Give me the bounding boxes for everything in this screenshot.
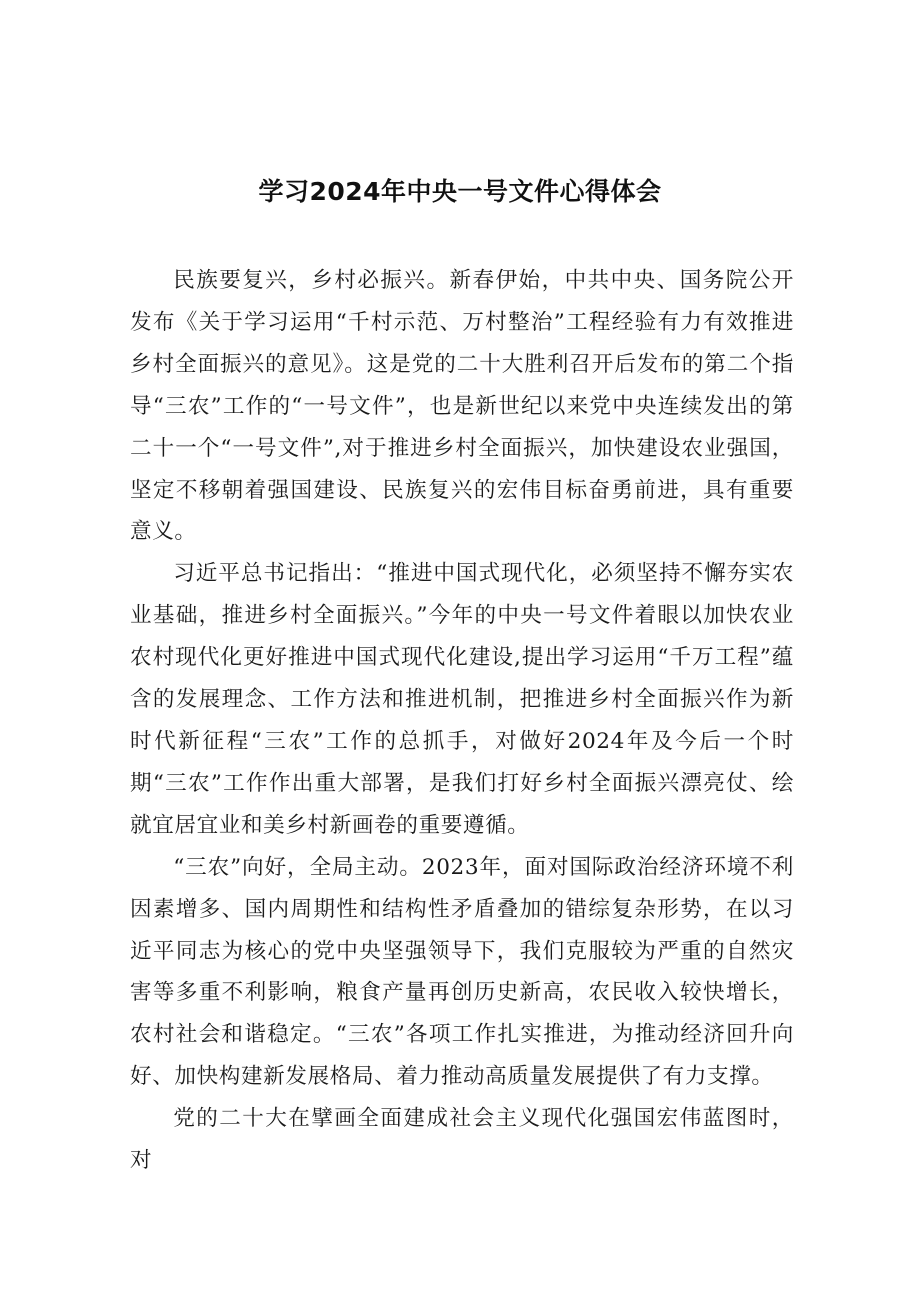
paragraph-4: 党的二十大在擘画全面建成社会主义现代化强国宏伟蓝图时，对 <box>130 1106 794 1174</box>
paragraph-3: “三农”向好，全局主动。2023年，面对国际政治经济环境不利因素增多、国内周期性和结构性矛盾叠加的错综复杂形势，在以习近平同志为核心的党中央坚强领导下，我们克服较为严重的自然灾害等多重不利影响，粮食产量再创历史新高，农民收入较快增长，农村社会和谐稳定。“三农”各项工作扎实推进，为推动经济回升向好、加快构建新发展格局、着力推动高质量发展提供了有力支撑。 <box>130 854 794 1090</box>
paragraph-1: 民族要复兴，乡村必振兴。新春伊始，中共中央、国务院公开发布《关于学习运用“千村示范、万村整治”工程经验有力有效推进乡村全面振兴的意见》。这是党的二十大胜利召开后发布的第二个指导“三农”工作的“一号文件”，也是新世纪以来党中央连续发出的第二十一个“一号文件”,对于推进乡村全面振兴，加快建设农业强国，坚定不移朝着强国建设、民族复兴的宏伟目标奋勇前进，具有重要意义。 <box>130 268 794 545</box>
document-title: 学习2024年中央一号文件心得体会 <box>258 177 662 206</box>
paragraph-2: 习近平总书记指出：“推进中国式现代化，必须坚持不懈夯实农业基础，推进乡村全面振兴。”今年的中央一号文件着眼以加快农业农村现代化更好推进中国式现代化建设,提出学习运用“千万工程”蕴含的发展理念、工作方法和推进机制，把推进乡村全面振兴作为新时代新征程“三农”工作的总抓手，对做好2024年及今后一个时期“三农”工作作出重大部署，是我们打好乡村全面振兴漂亮仗、绘就宜居宜业和美乡村新画卷的重要遵循。 <box>130 561 794 838</box>
document-body <box>130 260 794 1182</box>
